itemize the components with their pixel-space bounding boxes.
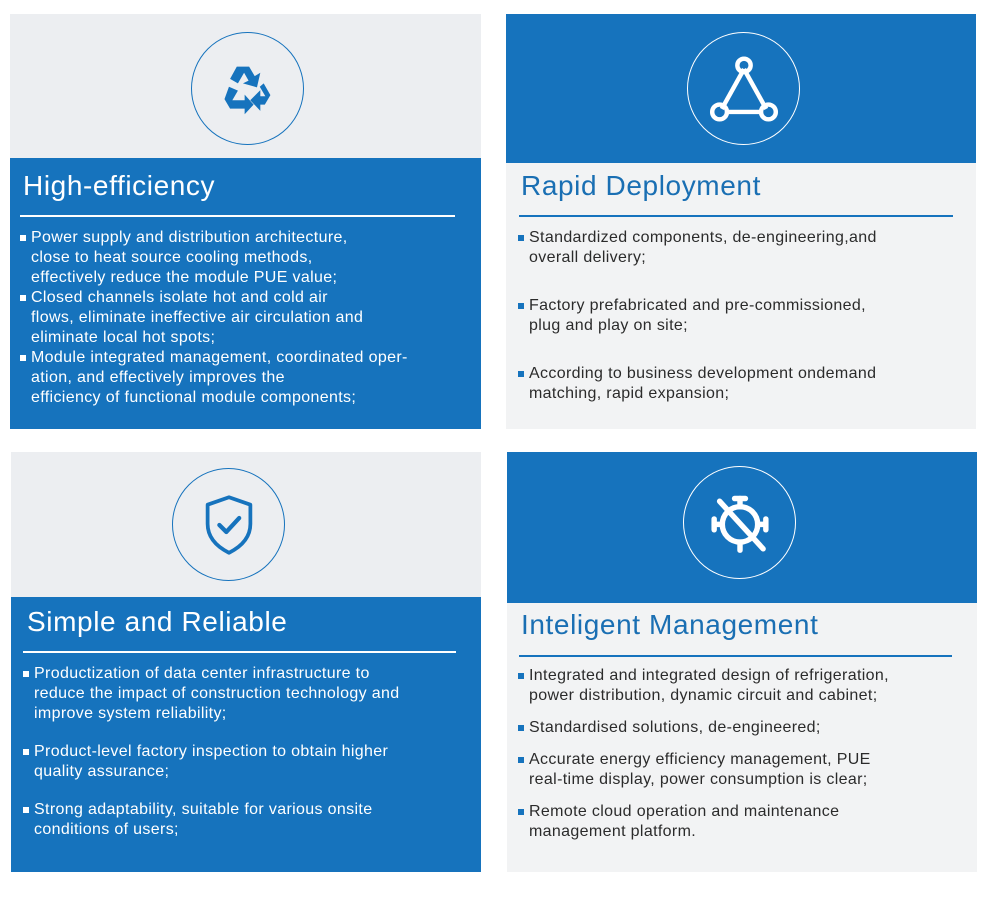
list-item: Strong adaptability, suitable for various onsite conditions of users; [23, 800, 478, 840]
network-triangle-icon [707, 54, 781, 124]
icon-circle [687, 32, 800, 145]
square-bullet-icon [20, 295, 26, 301]
title-underline [23, 651, 456, 653]
card-rapid-deployment [506, 14, 976, 429]
card-title: Inteligent Management [521, 609, 819, 640]
square-bullet-icon [23, 807, 29, 813]
list-item: Remote cloud operation and maintenance management platform. [518, 802, 974, 842]
gear-crossed-icon [706, 489, 774, 557]
list-item: Module integrated management, coordinated oper- ation, and effectively improves the efficiency of functional module components; [20, 348, 480, 408]
card-simple-reliable [11, 452, 481, 872]
square-bullet-icon [518, 371, 524, 377]
list-item: Factory prefabricated and pre-commissioned, plug and play on site; [518, 296, 973, 336]
shield-check-icon [202, 494, 256, 556]
card-title: High-efficiency [23, 170, 216, 201]
icon-circle [683, 466, 796, 579]
card-high-efficiency [10, 14, 481, 429]
feature-list [20, 228, 480, 408]
icon-circle [191, 32, 304, 145]
list-item: Product-level factory inspection to obtain higher quality assurance; [23, 742, 478, 782]
square-bullet-icon [20, 235, 26, 241]
feature-list [518, 666, 974, 842]
title-underline [519, 215, 953, 217]
square-bullet-icon [518, 235, 524, 241]
feature-list [23, 664, 478, 840]
list-item: Integrated and integrated design of refrigeration, power distribution, dynamic circuit and cabinet; [518, 666, 974, 706]
list-item: Standardized components, de-engineering,and overall delivery; [518, 228, 973, 268]
square-bullet-icon [23, 749, 29, 755]
list-item: Standardised solutions, de-engineered; [518, 718, 974, 738]
title-underline [519, 655, 952, 657]
title-underline [20, 215, 455, 217]
list-item: Accurate energy efficiency management, PUE real-time display, power consumption is clear; [518, 750, 974, 790]
list-item: Closed channels isolate hot and cold air flows, eliminate ineffective air circulation and eliminate local hot spots; [20, 288, 480, 348]
list-item: According to business development ondemand matching, rapid expansion; [518, 364, 973, 404]
square-bullet-icon [23, 671, 29, 677]
card-title: Rapid Deployment [521, 170, 761, 201]
square-bullet-icon [518, 757, 524, 763]
recycle-icon [220, 61, 276, 117]
list-item: Power supply and distribution architecture, close to heat source cooling methods, effectively reduce the module PUE value; [20, 228, 480, 288]
icon-circle [172, 468, 285, 581]
square-bullet-icon [518, 725, 524, 731]
list-item: Productization of data center infrastructure to reduce the impact of construction technology and improve system reliability; [23, 664, 478, 724]
card-intelligent-management [507, 452, 977, 872]
square-bullet-icon [518, 673, 524, 679]
square-bullet-icon [20, 355, 26, 361]
feature-list [518, 228, 973, 404]
card-title: Simple and Reliable [27, 606, 288, 637]
square-bullet-icon [518, 303, 524, 309]
square-bullet-icon [518, 809, 524, 815]
